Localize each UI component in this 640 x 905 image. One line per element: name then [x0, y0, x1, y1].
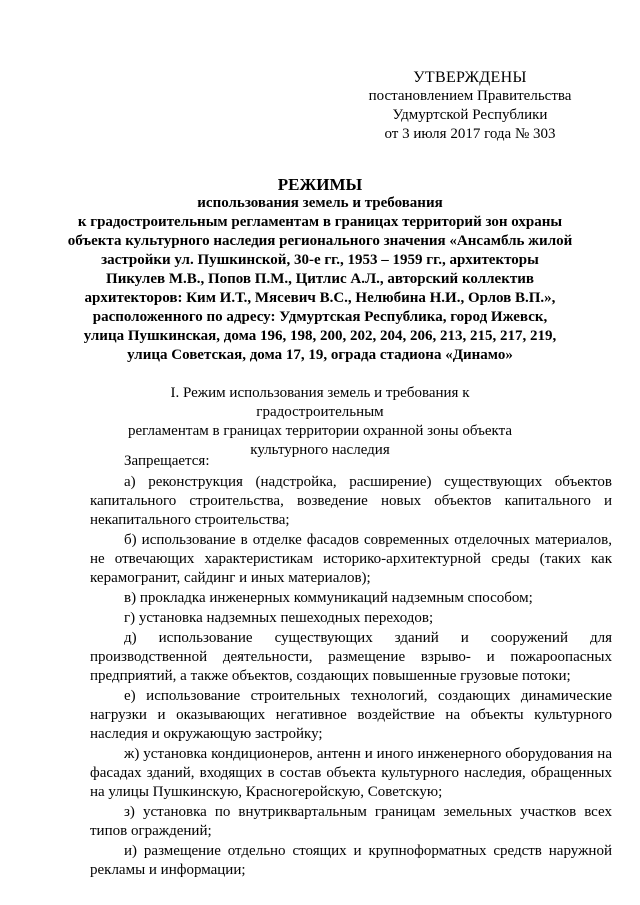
title-line: застройки ул. Пушкинской, 30-е гг., 1953 – 1959 гг., архитекторы — [101, 252, 539, 268]
list-item: б) использование в отделке фасадов современных отделочных материалов, не отвечающих характеристикам историко-архитектурной среды (таких как керамогранит, сайдинг и иных материалов); — [90, 532, 612, 586]
lead-paragraph: Запрещается: — [124, 453, 210, 469]
list-item: е) использование строительных технологий, создающих динамические нагрузки и оказывающих негативное воздействие на объекты культурного наследия и окружающую застройку; — [90, 688, 612, 742]
list-item: г) установка надземных пешеходных переходов; — [124, 610, 434, 626]
list-item: з) установка по внутриквартальным границам земельных участков всех типов ограждений; — [90, 804, 612, 839]
title-line: к градостроительным регламентам в границах территорий зон охраны — [77, 214, 563, 230]
title-line: Пикулев М.В., Попов П.М., Цитлис А.Л., авторский коллектив — [106, 271, 534, 287]
section-line: I. Режим использования земель и требования к градостроительным — [170, 385, 470, 420]
title-line: архитекторов: Ким И.Т., Мясевич В.С., Нелюбина Н.И., Орлов В.П.», — [84, 290, 556, 306]
list-item: ж) установка кондиционеров, антенн и иного инженерного оборудования на фасадах зданий, входящих в состав объекта культурного наследия, обращенных на улицы Пушкинскую, Красногеройскую, Советскую; — [90, 746, 612, 800]
title-line: улица Советская, дома 17, 19, ограда стадиона «Динамо» — [127, 347, 513, 363]
title-line: использования земель и требования — [197, 195, 443, 211]
document-body — [90, 452, 612, 881]
list-item: и) размещение отдельно стоящих и крупноформатных средств наружной рекламы и информации; — [90, 843, 612, 878]
approval-line: от 3 июля 2017 года № 303 — [384, 126, 556, 142]
list-item: а) реконструкция (надстройка, расширение) существующих объектов капитального строительства, возведение новых объектов капитального и некапитального строительства; — [90, 474, 612, 528]
document-title: РЕЖИМЫ — [277, 175, 363, 194]
approval-title: УТВЕРЖДЕНЫ — [413, 69, 527, 86]
approval-line: Удмуртской Республики — [392, 107, 548, 123]
title-line: объекта культурного наследия регионального значения «Ансамбль жилой — [67, 233, 573, 249]
list-item: д) использование существующих зданий и сооружений для производственной деятельности, размещение взрыво- и пожароопасных предприятий, а также объектов, создающих повышенные грузовые потоки; — [90, 630, 612, 684]
title-line: улица Пушкинская, дома 196, 198, 200, 202, 204, 206, 213, 215, 217, 219, — [83, 328, 557, 344]
section-heading — [110, 384, 530, 460]
approval-line: постановлением Правительства — [368, 88, 572, 104]
title-line: расположенного по адресу: Удмуртская Республика, город Ижевск, — [92, 309, 548, 325]
section-line: культурного наследия — [250, 442, 390, 458]
document-title-block — [60, 175, 580, 365]
approval-block — [340, 68, 600, 144]
section-line: регламентам в границах территории охранной зоны объекта — [127, 423, 512, 439]
list-item: в) прокладка инженерных коммуникаций надземным способом; — [124, 590, 533, 606]
